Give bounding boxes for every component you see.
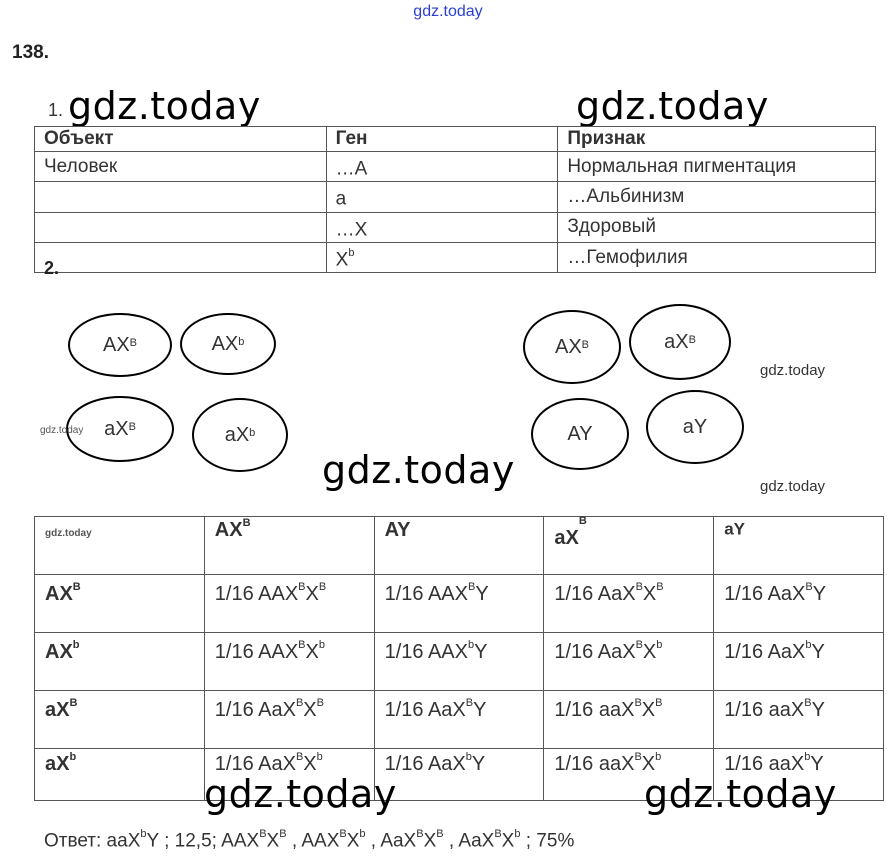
watermark-big-4: gdz.today [204,772,397,816]
gamete-oval: aY [646,390,744,464]
genotype-cell: 1/16 AaX$^b$Y [714,633,884,691]
task-number: 138. [12,42,49,63]
watermark-small-2: gdz.today [760,478,826,495]
genotype-cell: 1/16 $aaX^BX^B$ [544,691,714,749]
watermark-top[interactable]: gdz.today [413,3,483,20]
genotype-cell: 1/16 $AaX^BX^B$ [544,575,714,633]
gene-table-header [35,127,876,152]
watermark-small-1: gdz.today [760,362,826,379]
trait-cell: Здоровый [558,212,876,242]
row-header: $AX^b$ [35,633,205,691]
watermark-tiny-2: gdz.today [45,528,92,539]
table-row [35,691,884,749]
watermark-big-3: gdz.today [322,448,515,492]
gamete-oval: AY [531,398,629,470]
table-row [35,575,884,633]
genotype-cell: 1/16 aaX$^b$Y [714,749,884,801]
gamete-oval: AX $^B$ [68,313,172,377]
genotype-cell: 1/16 $AaX^BX^B$ [204,691,374,749]
column-header: $AX^B$ [204,517,374,575]
object-cell [35,212,327,242]
gamete-oval: aX $^B$ [629,304,731,380]
part1-number: 1. [48,100,64,120]
gene-cell: …A [326,152,558,182]
genotype-cell: 1/16 $AaX^BX^b$ [204,749,374,801]
genotype-cell: 1/16 aaX$^B$Y [714,691,884,749]
table-row [35,633,884,691]
watermark-tiny-1: gdz.today [40,425,84,436]
row-header: $aX^B$ [35,691,205,749]
trait-cell: …Альбинизм [558,182,876,212]
gene-table [34,126,876,273]
table-row [35,152,876,182]
row-header: $AX^B$ [35,575,205,633]
gamete-oval: AX $^b$ [180,313,276,375]
gene-cell: a [326,182,558,212]
trait-cell: Нормальная пигментация [558,152,876,182]
object-cell: Человек [35,152,327,182]
object-cell [35,182,327,212]
genotype-cell: 1/16 AAX$^b$Y [374,633,544,691]
gene-cell: $X^b$ [326,242,558,272]
table-row [35,182,876,212]
genotype-cell: 1/16 AaX$^B$Y [714,575,884,633]
column-header: $aX^B$ [544,517,714,575]
genotype-cell: 1/16 $AaX^BX^b$ [544,633,714,691]
genotype-cell: 1/16 $AAX^BX^b$ [204,633,374,691]
punnett-table [34,516,884,801]
table-row [35,242,876,272]
table-row [35,212,876,242]
gamete-oval: AX $^B$ [523,310,621,384]
gene-cell: …X [326,212,558,242]
watermark-big-5: gdz.today [644,772,837,816]
row-header: $aX^b$ [35,749,205,801]
header-object: Объект [35,127,327,152]
column-header: AY [374,517,544,575]
corner-cell [35,517,205,575]
header-gene: Ген [326,127,558,152]
genotype-cell: 1/16 AaX$^B$Y [374,691,544,749]
genotype-cell: 1/16 $AAX^BX^B$ [204,575,374,633]
header-trait: Признак [558,127,876,152]
genotype-cell: 1/16 $aaX^BX^b$ [544,749,714,801]
watermark-big-2: gdz.today [576,84,769,128]
punnett-header-row [35,517,884,575]
column-header: aY [714,517,884,575]
gamete-oval: aX $^b$ [192,398,288,472]
genotype-cell: 1/16 AaX$^b$Y [374,749,544,801]
trait-cell: …Гемофилия [558,242,876,272]
answer-line: Ответ: aaX$^b$Y ; 12,5; $AAX^BX^B$ , $AAX^BX^b$ , $AaX^BX^B$ , $AaX^BX^b$ ; 75% [44,828,575,852]
genotype-cell: 1/16 $AAX^BY$ [374,575,544,633]
part2-number: 2. [44,258,60,278]
object-cell [35,242,327,272]
gamete-oval: aX $^B$ [66,396,174,462]
watermark-big-1: gdz.today [68,84,261,128]
